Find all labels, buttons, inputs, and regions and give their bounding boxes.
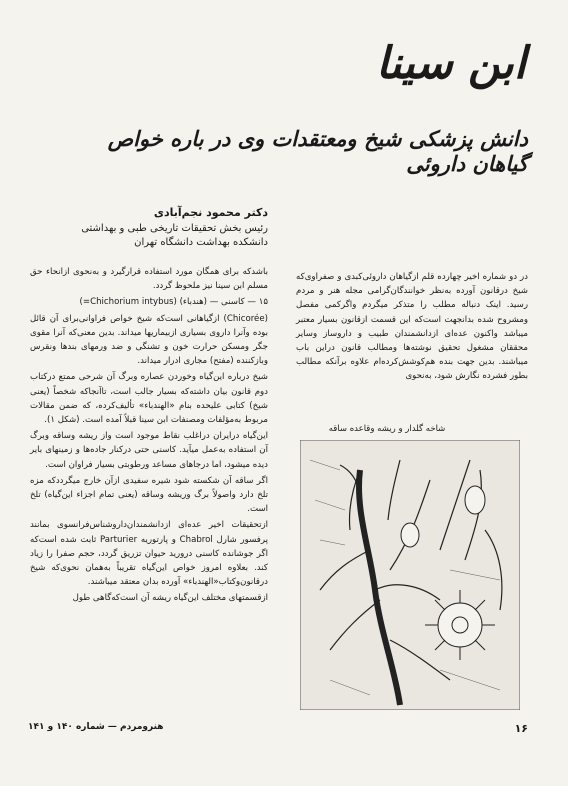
left-column xyxy=(30,265,268,608)
paragraph: در دو شماره اخیر چهارده قلم ازگیاهان داروئی‌کبدی و صفراوی‌که شیخ درقانون آورده به‌نظر خوانندگان‌گرامی مجله هنر و مردم رسید. اینک دنباله مطلب را متذکر میگردم واگرکمی مفصل ومشروح شده بدانجهت است‌که این قسمت ازقانون بسیار معتبر میباشد واکنون عده‌ای ازدانشمندان طبیب و داروساز وسایر محققان مشغول تحقیق نوشته‌ها ومطالب قانون دراین باب میباشند. بدین جهت بنده هم‌کوشش‌کرده‌ام علاوه برآنکه مطالب بطور فشرده نگارش شود، به‌نحوی xyxy=(296,272,528,382)
paragraph: ازتحقیقات اخیر عده‌ای ازدانشمندان‌داروشناس‌فرانسوی بمانند پرفسور شارل Chabrol و پارتوریه Parturier ثابت شده است‌که اگر جوشانده کاسنی درورید حیوان تزریق گردد، حجم صفرا را زیاد کند. بعلاوه امروز خواص این‌گیاه تقریباً به‌همان نحوی‌که شیخ درقانون‌وکتاب«الهندباء» آورده بدان معتقد میباشند. xyxy=(30,520,268,588)
author-affiliation-1: رئیس بخش تحقیقات تاریخی طبی و بهداشتی xyxy=(81,223,268,234)
paragraph: ازقسمتهای مختلف این‌گیاه ریشه آن است‌که‌گاهی طول xyxy=(72,593,268,604)
page-number: ۱۶ xyxy=(514,722,528,735)
article-title: ابن سینا xyxy=(375,38,526,89)
author-affiliation-2: دانشکده بهداشت دانشگاه تهران xyxy=(134,237,268,248)
paragraph: شیخ درباره این‌گیاه وخوردن عصاره وبرگ آن شرحی ممتع درکتاب دوم قانون بیان داشته‌که بسیار جالب است، تاآنجاکه شخصاً (یعنی شیخ) کتابی علیحده بنام «الهندباء» تألیف‌کرده، که ضمن مقالات مربوط به‌مؤلفات ومصنفات ابن سینا قبلاً آمده است. (شکل ۱). xyxy=(30,372,268,426)
paragraph: این‌گیاه درایران دراغلب نقاط موجود است واز ریشه وساقه وبرگ آن استفاده به‌عمل میآید. کاسنی حتی درکنار جاده‌ها و زمینهای بایر دیده میشود، اما درجاهای مساعد ورطوبتی بسیار فراوان است. xyxy=(30,431,268,470)
right-column xyxy=(296,270,528,386)
author-name: دکتر محمود نجم‌آبادی xyxy=(153,206,268,219)
author-block xyxy=(38,206,268,250)
issue-footer: هنرومردم — شماره ۱۴۰ و ۱۴۱ xyxy=(28,722,164,732)
paragraph: باشدکه برای همگان مورد استفاده قرارگیرد و به‌نحوی ازانحاء حق مسلم ابن سینا نیز ملحوظ گردد. xyxy=(30,267,268,292)
article-subtitle: دانش پزشکی شیخ ومعتقدات وی در باره خواص گیاهان داروئی xyxy=(107,126,528,176)
figure-caption: شاخه گلدار و ریشه وقاعده ساقه xyxy=(328,424,446,434)
paragraph: ۱۵ — کاسنی — (هندباء) (Chichorium intybus=) xyxy=(79,297,268,308)
paragraph: اگر ساقه آن شکسته شود شیره سفیدی ازآن خارج میگرددکه مزه تلخ دارد واصولاً برگ وریشه وساقه (یعنی تمام اجزاء این‌گیاه) تلخ است. xyxy=(30,475,268,515)
paragraph: (Chicorée) ازگیاهانی است‌که شیخ خواص فراوانی‌برای آن قائل بوده وآنرا داروی بسیاری ازبیماریها میداند. بدین معنی‌که آنرا مقوی جگر ومسکن حرارت خون و تشنگی و ضد ورمهای بندها ونقرس وبازکننده (مفتح) مجاری ادرار میداند. xyxy=(30,313,268,367)
chicory-illustration xyxy=(300,440,520,710)
